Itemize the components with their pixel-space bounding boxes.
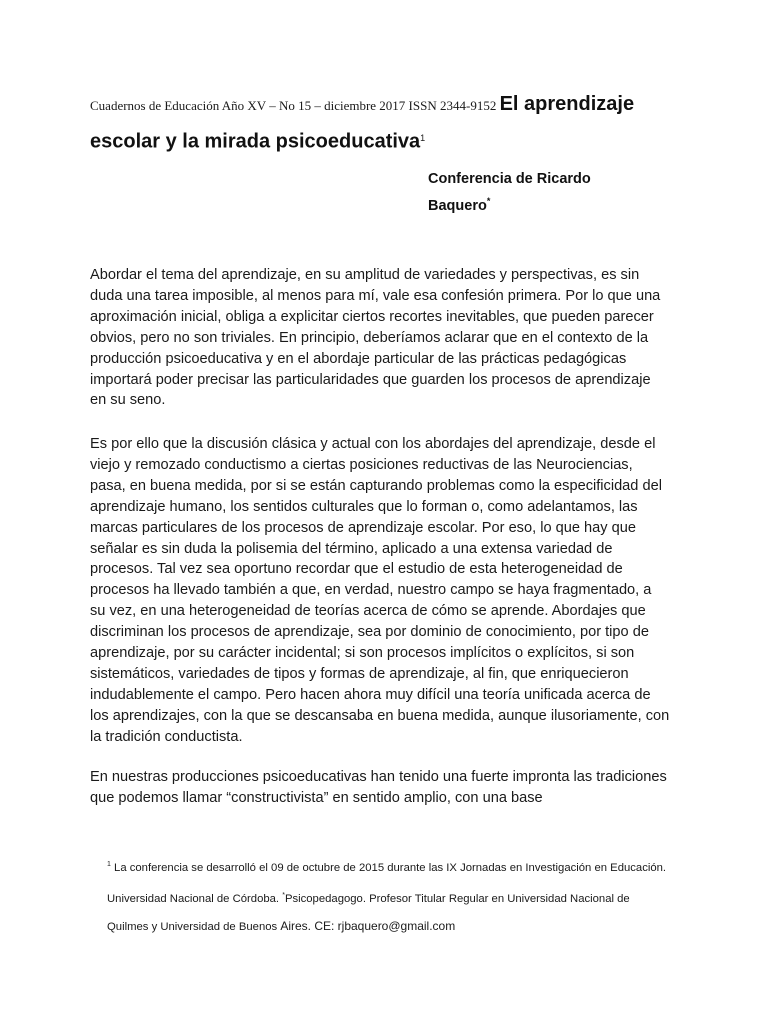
journal-info: Cuadernos de Educación Año XV – No 15 – diciembre 2017 ISSN 2344-9152 [90,98,500,113]
paragraph-1: Abordar el tema del aprendizaje, en su amplitud de variedades y perspectivas, es sin duda una tarea imposible, al menos para mí, vale esa confesión primera. Por lo que una aproximación inicial, obliga a explicitar ciertos recortes inevitables, que pueden parecer obvios, pero no son triviales. En principio, deberíamos aclarar que en el contexto de la producción psicoeducativa y en el abordaje particular de las prácticas pedagógicas importará poder precisar las particularidades que guarden los procesos de aprendizaje en su seno. [90,267,661,409]
byline-author: Baquero [428,197,487,214]
footnote-2-text: Psicopedagogo. Profesor Titular Regular en Universidad Nacional de Quilmes y Universidad de Buenos [107,892,630,933]
article-title-part2: escolar y la mirada psicoeducativa [90,130,421,153]
author-footnote-mark: * [486,196,491,206]
document-header [90,88,690,159]
footnote-2-mark: * [282,891,285,899]
footnote-2-contact: Aires. CE: rjbaquero@gmail.com [280,918,456,933]
byline-line1: Conferencia de Ricardo [428,171,591,187]
footnote-1-mark: 1 [107,861,111,868]
paragraph-2: Es por ello que la discusión clásica y actual con los abordajes del aprendizaje, desde el viejo y remozado conductismo a ciertas posiciones reductivas de las Neurociencias, pasa, en buena medida, por si se están capturando problemas como la especificidad del aprendizaje humano, los sentidos culturales que lo forman o, como adelantamos, las marcas particulares de los procesos de aprendizaje escolar. Por eso, lo que hay que señalar es sin duda la polisemia del término, aplicado a una extensa variedad de procesos. Tal vez sea oportuno recordar que el estudio de esta heterogeneidad de procesos ha llevado también a que, en verdad, nuestro campo se haya fragmentado, a su vez, en una heterogeneidad de teorías acerca de cómo se aprende. Abordajes que discriminan los procesos de aprendizaje, sea por dominio de conocimiento, por tipo de aprendizaje, por su carácter incidental; si son procesos implícitos o explícitos, si son sistemáticos, variedades de tipos y formas de aprendizaje, al fin, que enriquecieron indudablemente el campo. Pero hacen ahora muy difícil una teoría unificada acerca de los aprendizajes, con la que se descansaba en buena medida, aunque ilusoriamente, con la tradición conductista. [90,436,670,745]
author-byline [428,168,591,217]
title-footnote-mark: 1 [420,133,426,143]
paragraph-3: En nuestras producciones psicoeducativas han tenido una fuerte impronta las tradiciones que podemos llamar “constructivista” en sentido amplio, con una base [90,769,667,806]
article-title-part1: El aprendizaje [499,93,635,115]
footnote-1-text: La conferencia se desarrolló el 09 de octubre de 2015 durante las IX Jornadas en Investigación en Educación. Universidad Nacional de Córdoba. [107,861,667,905]
footnotes [107,851,667,941]
